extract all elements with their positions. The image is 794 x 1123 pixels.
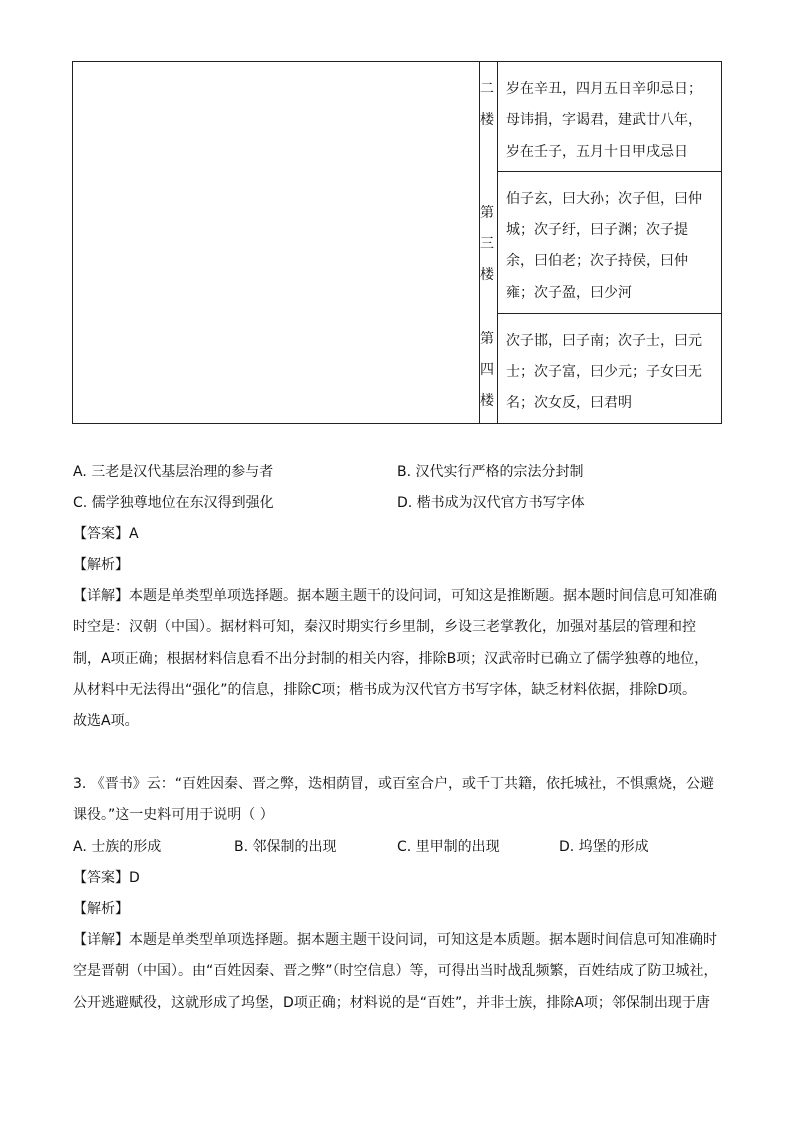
q2-option-d: D. 楷书成为汉代官方书写字体 [397, 495, 585, 511]
row2-line: 母讳捐，字谒君，建武廿八年， [506, 112, 702, 128]
row4-line: 次子邯，曰子南；次子士，曰元 [506, 333, 702, 349]
row-label-char: 楼 [480, 393, 494, 409]
row-label-char: 第 [480, 205, 494, 221]
row-label-3 [480, 198, 498, 291]
row-label-char: 楼 [480, 112, 494, 128]
row-label-char: 四 [480, 362, 494, 378]
q3-option-d: D. 坞堡的形成 [559, 839, 649, 855]
row4-line: 士；次子富，曰少元；子女曰无 [506, 364, 702, 380]
q3-option-c: C. 里甲制的出现 [397, 839, 500, 855]
row-label-char: 二 [480, 81, 494, 97]
q2-detail-line: 【详解】本题是单类型单项选择题。据本题主题干的设问词，可知这是推断题。据本题时间信息可知准确 [73, 588, 717, 604]
table-row-divider [497, 171, 721, 172]
row3-line: 雍；次子盈，曰少河 [506, 285, 632, 301]
material-table [72, 61, 722, 424]
row2-line: 岁在壬子，五月十日甲戌忌日 [506, 144, 688, 160]
row3-line: 伯子玄，曰大孙；次子但，曰仲 [506, 191, 702, 207]
row-label-char: 三 [480, 236, 494, 252]
q2-detail-line: 故选A项。 [73, 713, 139, 729]
row4-line: 名；次女反，曰君明 [506, 395, 632, 411]
row-label-2 [480, 74, 498, 136]
q3-detail-line: 公开逃避赋役，这就形成了坞堡，D项正确；材料说的是“百姓”，并非士族，排除A项；邻保制出现于唐 [73, 995, 710, 1011]
q3-analysis-heading: 【解析】 [73, 901, 129, 917]
q2-detail-line: 从材料中无法得出“强化”的信息，排除C项；楷书成为汉代官方书写字体，缺乏材料依据，排除D项。 [73, 682, 697, 698]
q2-detail-line: 时空是：汉朝（中国）。据材料可知，秦汉时期实行乡里制，乡设三老掌教化，加强对基层的管理和控 [73, 619, 696, 635]
row-label-4 [480, 324, 498, 417]
q3-detail-line: 【详解】本题是单类型单项选择题。据本题主题干设问词，可知这是本质题。据本题时间信息可知准确时 [73, 932, 717, 948]
row3-line: 城；次子纡，曰子渊；次子提 [506, 222, 688, 238]
q2-detail-line: 制，A项正确；根据材料信息看不出分封制的相关内容，排除B项；汉武帝时已确立了儒学独尊的地位， [73, 651, 709, 667]
q2-analysis-heading: 【解析】 [73, 557, 129, 573]
q3-option-a: A. 士族的形成 [73, 839, 162, 855]
table-row-divider [497, 313, 721, 314]
q2-option-a: A. 三老是汉代基层治理的参与者 [73, 464, 274, 480]
row3-line: 余，曰伯老；次子持侯，曰仲 [506, 253, 688, 269]
row2-line: 岁在辛丑，四月五日辛卯忌日； [506, 81, 702, 97]
q3-detail-line: 空是晋朝（中国）。由“百姓因秦、晋之弊”（时空信息）等，可得出当时战乱频繁，百姓结成了防卫城社， [73, 963, 718, 979]
q3-option-b: B. 邻保制的出现 [234, 839, 337, 855]
q2-answer: 【答案】A [73, 526, 139, 542]
row-label-char: 楼 [480, 267, 494, 283]
q3-stem-line: 课役。”这一史料可用于说明（ ） [73, 807, 274, 823]
row-label-char: 第 [480, 331, 494, 347]
q2-option-b: B. 汉代实行严格的宗法分封制 [397, 464, 584, 480]
q3-answer: 【答案】D [73, 870, 140, 886]
q3-stem-line: 3. 《晋书》云：“百姓因秦、晋之弊，迭相荫冒，或百室合户，或千丁共籍，依托城社，不惧熏烧，公避 [73, 776, 715, 792]
q2-option-c: C. 儒学独尊地位在东汉得到强化 [73, 495, 274, 511]
